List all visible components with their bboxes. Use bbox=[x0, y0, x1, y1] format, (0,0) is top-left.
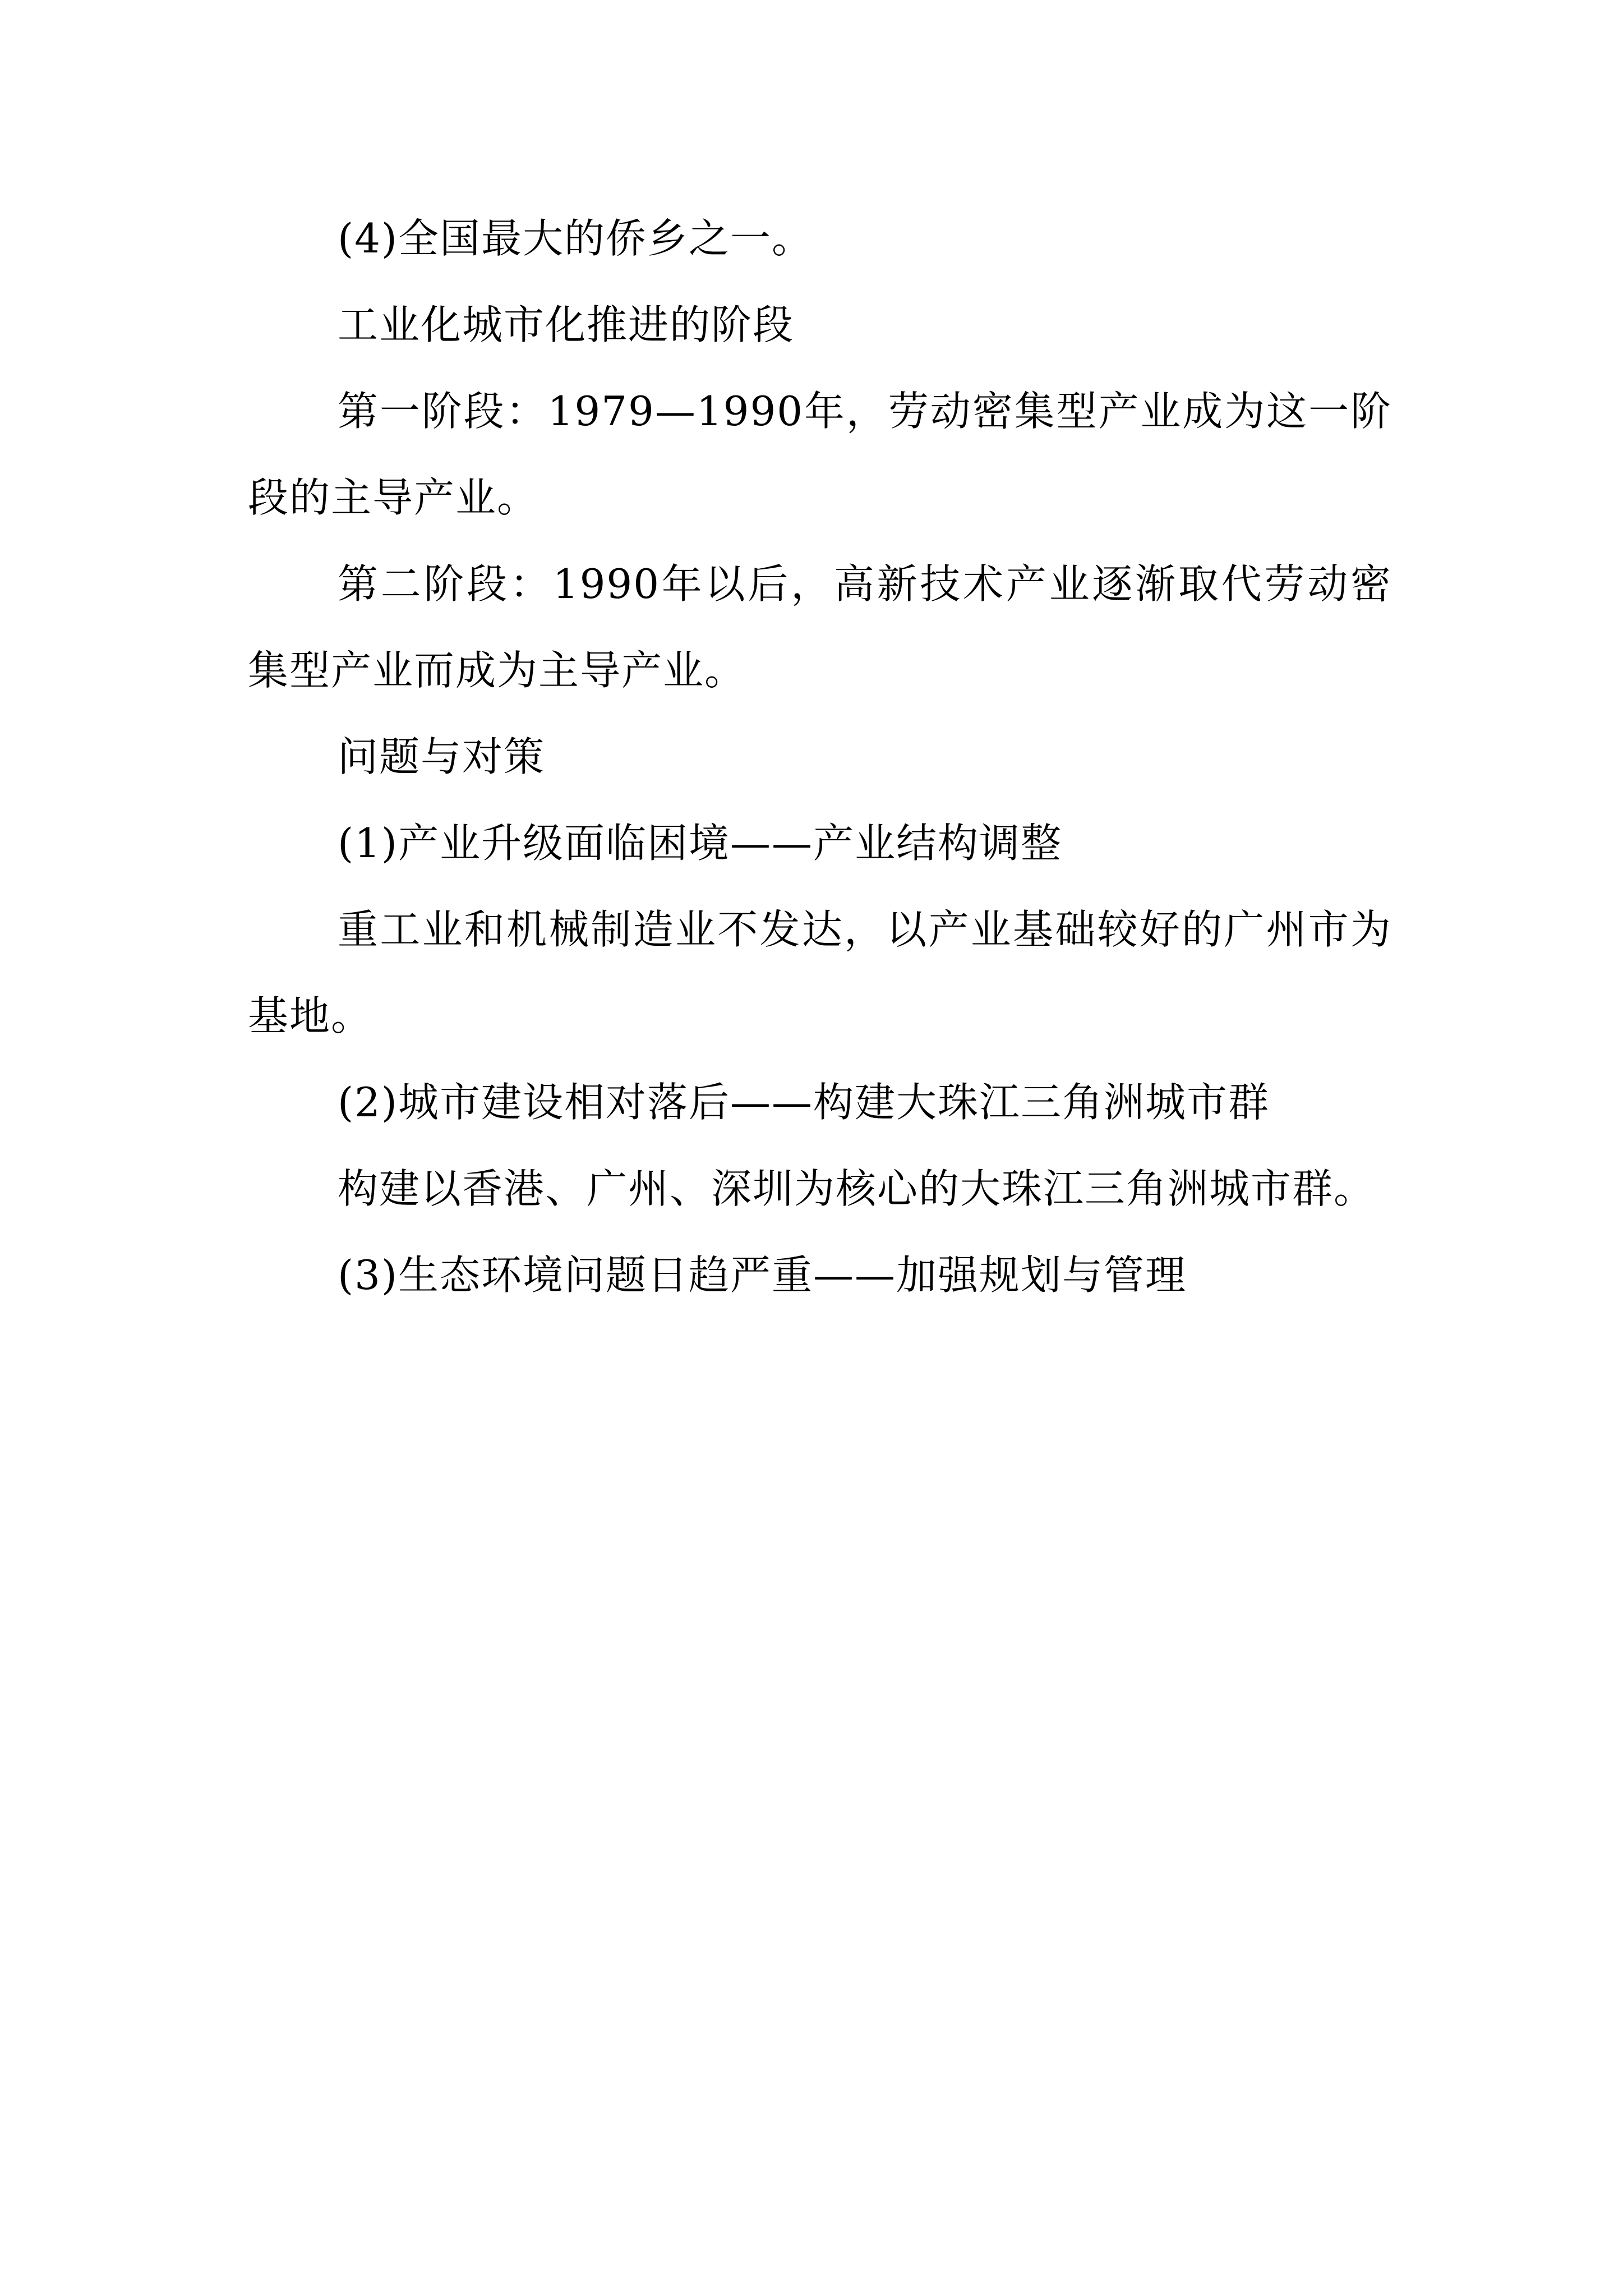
paragraph-heavy-industry: 重工业和机械制造业不发达，以产业基础较好的广州市为基地。 bbox=[248, 906, 1392, 1039]
document-body bbox=[248, 195, 1392, 1318]
paragraph-stage-one: 第一阶段：1979—1990年，劳动密集型产业成为这一阶段的主导产业。 bbox=[248, 388, 1392, 521]
heading-industrialization-stages: 工业化城市化推进的阶段 bbox=[338, 301, 795, 348]
paragraph-city-cluster: 构建以香港、广州、深圳为核心的大珠江三角洲城市群。 bbox=[338, 1165, 1376, 1212]
paragraph-stage-two: 第二阶段：1990年以后，高新技术产业逐渐取代劳动密集型产业而成为主导产业。 bbox=[248, 560, 1392, 694]
paragraph-urban-construction: (2)城市建设相对落后——构建大珠江三角洲城市群 bbox=[338, 1079, 1270, 1126]
paragraph-ecological-environment: (3)生态环境问题日趋严重——加强规划与管理 bbox=[338, 1251, 1187, 1299]
heading-problems-and-measures: 问题与对策 bbox=[338, 733, 546, 780]
paragraph-industrial-upgrade: (1)产业升级面临困境——产业结构调整 bbox=[338, 820, 1062, 867]
paragraph-overseas-chinese: (4)全国最大的侨乡之一。 bbox=[338, 215, 813, 262]
